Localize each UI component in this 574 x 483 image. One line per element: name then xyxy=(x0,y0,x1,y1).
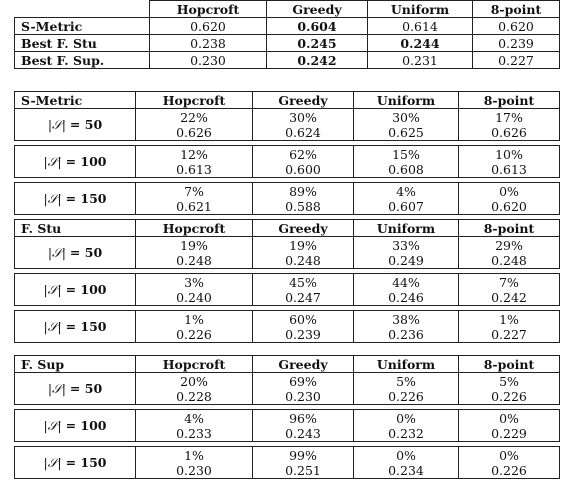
result-cell xyxy=(354,109,459,141)
metric-value: 0.227 xyxy=(459,327,559,342)
set-size-symbol: |𝒮| xyxy=(44,418,66,433)
row-label xyxy=(15,311,136,343)
row-label xyxy=(15,274,136,306)
metric-value: 0.613 xyxy=(459,162,559,177)
percentage-value: 19% xyxy=(253,238,353,253)
metric-value: 0.248 xyxy=(459,253,559,268)
percentage-value: 17% xyxy=(459,110,559,125)
column-header-uniform: Uniform xyxy=(354,92,459,109)
percentage-value: 20% xyxy=(136,374,252,389)
result-cell xyxy=(459,183,560,215)
set-size-symbol: |𝒮| xyxy=(44,282,66,297)
set-size-symbol: |𝒮| xyxy=(44,191,66,206)
summary-cell: 0.231 xyxy=(368,52,473,69)
row-spacer xyxy=(15,343,560,348)
summary-cell: 0.227 xyxy=(473,52,560,69)
percentage-value: 1% xyxy=(459,312,559,327)
column-header-hopcroft: Hopcroft xyxy=(136,220,253,237)
table-row xyxy=(15,447,560,479)
summary-row xyxy=(15,18,560,35)
summary-row xyxy=(15,52,560,69)
result-cell xyxy=(459,146,560,178)
row-spacer-cell xyxy=(15,343,560,348)
set-size-symbol: |𝒮| xyxy=(44,154,66,169)
row-label xyxy=(15,183,136,215)
group-fsup xyxy=(15,356,560,483)
summary-cell: 0.242 xyxy=(267,52,368,69)
metric-value: 0.233 xyxy=(136,426,252,441)
column-header-greedy: Greedy xyxy=(253,356,354,373)
group-smetric xyxy=(15,92,560,220)
group-title: S-Metric xyxy=(15,92,136,109)
result-cell xyxy=(354,274,459,306)
metric-value: 0.626 xyxy=(136,125,252,140)
group-header-row xyxy=(15,220,560,237)
metric-value: 0.620 xyxy=(459,199,559,214)
metric-value: 0.248 xyxy=(253,253,353,268)
percentage-value: 30% xyxy=(354,110,458,125)
percentage-value: 5% xyxy=(354,374,458,389)
metric-value: 0.234 xyxy=(354,463,458,478)
summary-col-uniform: Uniform xyxy=(368,1,473,18)
metric-value: 0.240 xyxy=(136,290,252,305)
result-cell xyxy=(253,237,354,269)
metric-value: 0.232 xyxy=(354,426,458,441)
summary-cell: 0.239 xyxy=(473,35,560,52)
summary-row-label: Best F. Stu xyxy=(15,35,150,52)
summary-cell: 0.620 xyxy=(150,18,267,35)
metric-value: 0.621 xyxy=(136,199,252,214)
column-header-uniform: Uniform xyxy=(354,356,459,373)
result-cell xyxy=(253,373,354,405)
percentage-value: 89% xyxy=(253,184,353,199)
result-cell xyxy=(136,447,253,479)
percentage-value: 33% xyxy=(354,238,458,253)
metric-value: 0.228 xyxy=(136,389,252,404)
result-cell xyxy=(354,183,459,215)
result-cell xyxy=(354,447,459,479)
result-cell xyxy=(136,146,253,178)
group-header-row xyxy=(15,356,560,373)
results-table-fsup xyxy=(14,355,560,483)
set-size-value: = 150 xyxy=(66,455,107,470)
percentage-value: 29% xyxy=(459,238,559,253)
percentage-value: 22% xyxy=(136,110,252,125)
percentage-value: 0% xyxy=(354,448,458,463)
metric-value: 0.226 xyxy=(459,463,559,478)
result-cell xyxy=(253,410,354,442)
metric-value: 0.248 xyxy=(136,253,252,268)
result-cell xyxy=(253,109,354,141)
metric-value: 0.608 xyxy=(354,162,458,177)
metric-value: 0.236 xyxy=(354,327,458,342)
metric-value: 0.230 xyxy=(136,463,252,478)
result-cell xyxy=(136,410,253,442)
set-size-value: = 150 xyxy=(66,319,107,334)
row-spacer-cell xyxy=(15,479,560,483)
percentage-value: 38% xyxy=(354,312,458,327)
table-row xyxy=(15,109,560,141)
result-cell xyxy=(354,146,459,178)
result-cell xyxy=(253,447,354,479)
table-row xyxy=(15,146,560,178)
column-header-hopcroft: Hopcroft xyxy=(136,92,253,109)
group-title: F. Sup xyxy=(15,356,136,373)
summary-cell: 0.230 xyxy=(150,52,267,69)
metric-value: 0.230 xyxy=(253,389,353,404)
row-label xyxy=(15,447,136,479)
metric-value: 0.229 xyxy=(459,426,559,441)
metric-value: 0.226 xyxy=(459,389,559,404)
set-size-value: = 50 xyxy=(70,117,102,132)
percentage-value: 0% xyxy=(459,184,559,199)
result-cell xyxy=(354,237,459,269)
set-size-symbol: |𝒮| xyxy=(48,117,70,132)
table-row xyxy=(15,274,560,306)
column-header-greedy: Greedy xyxy=(253,92,354,109)
group-title: F. Stu xyxy=(15,220,136,237)
set-size-value: = 50 xyxy=(70,245,102,260)
metric-value: 0.247 xyxy=(253,290,353,305)
metric-value: 0.624 xyxy=(253,125,353,140)
result-cell xyxy=(136,311,253,343)
column-header-8point: 8-point xyxy=(459,220,560,237)
column-header-uniform: Uniform xyxy=(354,220,459,237)
summary-row-label: Best F. Sup. xyxy=(15,52,150,69)
percentage-value: 7% xyxy=(459,275,559,290)
set-size-value: = 100 xyxy=(66,418,107,433)
percentage-value: 5% xyxy=(459,374,559,389)
summary-cell: 0.614 xyxy=(368,18,473,35)
metric-value: 0.249 xyxy=(354,253,458,268)
result-cell xyxy=(253,311,354,343)
group-fstu xyxy=(15,220,560,348)
metric-value: 0.626 xyxy=(459,125,559,140)
set-size-symbol: |𝒮| xyxy=(44,319,66,334)
summary-col-hopcroft: Hopcroft xyxy=(150,1,267,18)
percentage-value: 19% xyxy=(136,238,252,253)
result-cell xyxy=(459,447,560,479)
summary-cell: 0.238 xyxy=(150,35,267,52)
summary-cell: 0.604 xyxy=(267,18,368,35)
summary-cell: 0.244 xyxy=(368,35,473,52)
row-spacer xyxy=(15,479,560,483)
set-size-symbol: |𝒮| xyxy=(48,381,70,396)
percentage-value: 12% xyxy=(136,147,252,162)
metric-value: 0.239 xyxy=(253,327,353,342)
result-cell xyxy=(354,311,459,343)
result-cell xyxy=(459,237,560,269)
result-cell xyxy=(354,373,459,405)
result-cell xyxy=(136,183,253,215)
percentage-value: 4% xyxy=(354,184,458,199)
metric-value: 0.613 xyxy=(136,162,252,177)
metric-value: 0.226 xyxy=(354,389,458,404)
table-row xyxy=(15,373,560,405)
percentage-value: 0% xyxy=(459,448,559,463)
summary-col-8point: 8-point xyxy=(473,1,560,18)
column-header-8point: 8-point xyxy=(459,92,560,109)
percentage-value: 30% xyxy=(253,110,353,125)
result-cell xyxy=(459,274,560,306)
metric-value: 0.588 xyxy=(253,199,353,214)
set-size-value: = 150 xyxy=(66,191,107,206)
row-label xyxy=(15,109,136,141)
row-label xyxy=(15,237,136,269)
table-row xyxy=(15,410,560,442)
metric-value: 0.243 xyxy=(253,426,353,441)
set-size-symbol: |𝒮| xyxy=(44,455,66,470)
metric-value: 0.242 xyxy=(459,290,559,305)
row-label xyxy=(15,146,136,178)
percentage-value: 45% xyxy=(253,275,353,290)
summary-table xyxy=(14,0,560,69)
summary-cell: 0.620 xyxy=(473,18,560,35)
result-cell xyxy=(459,373,560,405)
result-cell xyxy=(253,274,354,306)
results-table-smetric-fstu xyxy=(14,91,560,347)
result-cell xyxy=(354,410,459,442)
result-cell xyxy=(136,237,253,269)
row-label xyxy=(15,373,136,405)
percentage-value: 44% xyxy=(354,275,458,290)
percentage-value: 7% xyxy=(136,184,252,199)
percentage-value: 96% xyxy=(253,411,353,426)
result-cell xyxy=(459,311,560,343)
percentage-value: 1% xyxy=(136,448,252,463)
summary-col-greedy: Greedy xyxy=(267,1,368,18)
percentage-value: 0% xyxy=(459,411,559,426)
summary-row xyxy=(15,35,560,52)
percentage-value: 4% xyxy=(136,411,252,426)
metric-value: 0.246 xyxy=(354,290,458,305)
result-cell xyxy=(253,183,354,215)
result-cell xyxy=(136,274,253,306)
percentage-value: 3% xyxy=(136,275,252,290)
table-row xyxy=(15,183,560,215)
metric-value: 0.625 xyxy=(354,125,458,140)
percentage-value: 0% xyxy=(354,411,458,426)
metric-value: 0.600 xyxy=(253,162,353,177)
row-label xyxy=(15,410,136,442)
set-size-value: = 100 xyxy=(66,282,107,297)
percentage-value: 99% xyxy=(253,448,353,463)
group-header-row xyxy=(15,92,560,109)
percentage-value: 15% xyxy=(354,147,458,162)
result-cell xyxy=(136,109,253,141)
percentage-value: 10% xyxy=(459,147,559,162)
percentage-value: 69% xyxy=(253,374,353,389)
percentage-value: 1% xyxy=(136,312,252,327)
column-header-greedy: Greedy xyxy=(253,220,354,237)
summary-corner xyxy=(15,1,150,18)
metric-value: 0.226 xyxy=(136,327,252,342)
table-row xyxy=(15,311,560,343)
result-cell xyxy=(459,410,560,442)
metric-value: 0.251 xyxy=(253,463,353,478)
column-header-8point: 8-point xyxy=(459,356,560,373)
summary-row-label: S-Metric xyxy=(15,18,150,35)
result-cell xyxy=(253,146,354,178)
summary-cell: 0.245 xyxy=(267,35,368,52)
table-row xyxy=(15,237,560,269)
column-header-hopcroft: Hopcroft xyxy=(136,356,253,373)
percentage-value: 62% xyxy=(253,147,353,162)
summary-header-row xyxy=(15,1,560,18)
result-cell xyxy=(136,373,253,405)
percentage-value: 60% xyxy=(253,312,353,327)
result-cell xyxy=(459,109,560,141)
set-size-value: = 100 xyxy=(66,154,107,169)
metric-value: 0.607 xyxy=(354,199,458,214)
set-size-symbol: |𝒮| xyxy=(48,245,70,260)
set-size-value: = 50 xyxy=(70,381,102,396)
